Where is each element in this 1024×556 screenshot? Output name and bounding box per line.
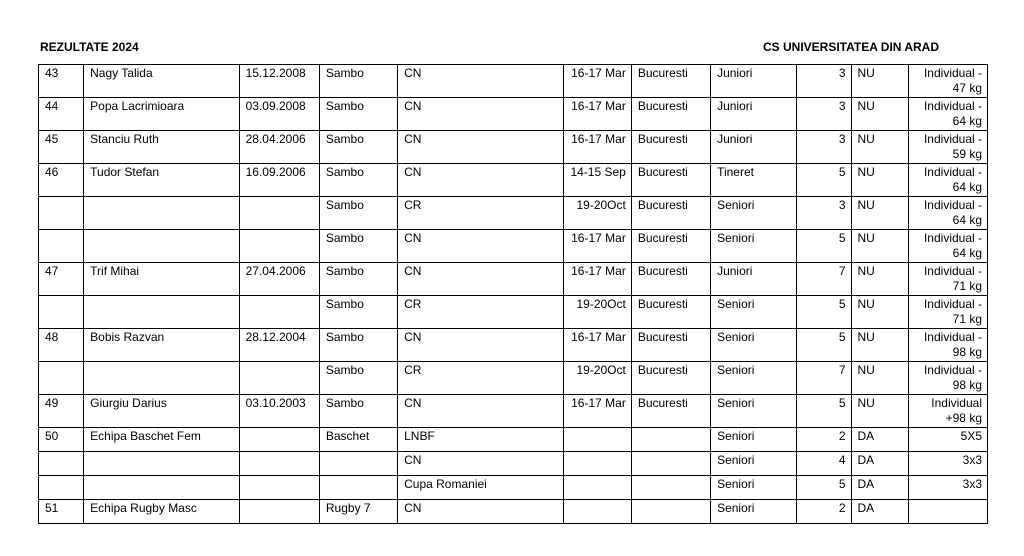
- cell-date: 16-17 Mar: [563, 329, 631, 362]
- cell-age-group: Juniori: [711, 65, 797, 98]
- cell-birthdate: 16.09.2006: [239, 164, 319, 197]
- cell-competition: Cupa Romaniei: [398, 476, 564, 500]
- cell-date: 16-17 Mar: [563, 65, 631, 98]
- table-row: [39, 452, 988, 476]
- cell-age-group: Seniori: [711, 428, 797, 452]
- cell-international: DA: [851, 476, 908, 500]
- cell-place: 7: [797, 362, 851, 395]
- cell-name: [84, 230, 239, 263]
- cell-birthdate: [239, 500, 319, 524]
- cell-category: Individual - 64 kg: [908, 230, 987, 263]
- cell-nr: [39, 452, 84, 476]
- cell-sport: [319, 476, 397, 500]
- cell-place: 4: [797, 452, 851, 476]
- cell-category: Individual - 47 kg: [908, 65, 987, 98]
- cell-place: 3: [797, 197, 851, 230]
- cell-name: [84, 476, 239, 500]
- cell-nr: 43: [39, 65, 84, 98]
- table-row: [39, 296, 988, 329]
- cell-age-group: Seniori: [711, 476, 797, 500]
- cell-category: Individual - 98 kg: [908, 329, 987, 362]
- cell-category: Individual - 64 kg: [908, 197, 987, 230]
- table-row: [39, 476, 988, 500]
- cell-international: NU: [851, 296, 908, 329]
- cell-sport: Sambo: [319, 296, 397, 329]
- cell-place: 5: [797, 230, 851, 263]
- results-table: [38, 64, 988, 524]
- cell-international: NU: [851, 230, 908, 263]
- cell-name: Nagy Talida: [84, 65, 239, 98]
- cell-name: Popa Lacrimioara: [84, 98, 239, 131]
- cell-nr: 46: [39, 164, 84, 197]
- cell-competition: CN: [398, 329, 564, 362]
- cell-date: 19-20Oct: [563, 362, 631, 395]
- cell-competition: CN: [398, 230, 564, 263]
- cell-birthdate: 28.12.2004: [239, 329, 319, 362]
- table-row: [39, 98, 988, 131]
- cell-date: 16-17 Mar: [563, 98, 631, 131]
- cell-name: Echipa Rugby Masc: [84, 500, 239, 524]
- cell-competition: CN: [398, 395, 564, 428]
- cell-age-group: Seniori: [711, 395, 797, 428]
- table-row: [39, 65, 988, 98]
- cell-city: Bucuresti: [631, 197, 710, 230]
- cell-birthdate: [239, 230, 319, 263]
- cell-nr: 45: [39, 131, 84, 164]
- cell-place: 7: [797, 263, 851, 296]
- table-row: [39, 263, 988, 296]
- table-row: [39, 428, 988, 452]
- cell-international: NU: [851, 263, 908, 296]
- cell-place: 3: [797, 65, 851, 98]
- cell-date: [563, 452, 631, 476]
- cell-competition: CN: [398, 98, 564, 131]
- cell-sport: Sambo: [319, 362, 397, 395]
- cell-city: Bucuresti: [631, 263, 710, 296]
- cell-name: Stanciu Ruth: [84, 131, 239, 164]
- cell-place: 2: [797, 428, 851, 452]
- cell-birthdate: [239, 296, 319, 329]
- cell-nr: 47: [39, 263, 84, 296]
- cell-birthdate: 03.10.2003: [239, 395, 319, 428]
- document-title: REZULTATE 2024: [40, 40, 139, 54]
- cell-date: 19-20Oct: [563, 296, 631, 329]
- cell-competition: CN: [398, 500, 564, 524]
- cell-nr: 49: [39, 395, 84, 428]
- cell-name: Tudor Stefan: [84, 164, 239, 197]
- cell-nr: 51: [39, 500, 84, 524]
- cell-competition: CN: [398, 131, 564, 164]
- cell-name: Bobis Razvan: [84, 329, 239, 362]
- cell-sport: Sambo: [319, 329, 397, 362]
- cell-place: 5: [797, 164, 851, 197]
- cell-category: Individual - 64 kg: [908, 98, 987, 131]
- cell-international: NU: [851, 395, 908, 428]
- cell-age-group: Juniori: [711, 98, 797, 131]
- cell-category: Individual - 98 kg: [908, 362, 987, 395]
- cell-name: Giurgiu Darius: [84, 395, 239, 428]
- cell-international: NU: [851, 197, 908, 230]
- cell-sport: Sambo: [319, 263, 397, 296]
- cell-age-group: Seniori: [711, 197, 797, 230]
- cell-place: 5: [797, 329, 851, 362]
- cell-age-group: Seniori: [711, 329, 797, 362]
- cell-place: 5: [797, 476, 851, 500]
- cell-name: Trif Mihai: [84, 263, 239, 296]
- table-row: [39, 197, 988, 230]
- cell-nr: [39, 362, 84, 395]
- cell-date: 16-17 Mar: [563, 131, 631, 164]
- cell-place: 5: [797, 395, 851, 428]
- cell-age-group: Seniori: [711, 230, 797, 263]
- cell-category: Individual - 71 kg: [908, 263, 987, 296]
- cell-category: 3x3: [908, 452, 987, 476]
- cell-date: [563, 476, 631, 500]
- cell-name: [84, 362, 239, 395]
- cell-international: NU: [851, 362, 908, 395]
- cell-age-group: Juniori: [711, 131, 797, 164]
- cell-category: 3x3: [908, 476, 987, 500]
- cell-competition: CR: [398, 362, 564, 395]
- cell-birthdate: [239, 452, 319, 476]
- table-row: [39, 500, 988, 524]
- cell-name: [84, 197, 239, 230]
- cell-city: [631, 476, 710, 500]
- cell-competition: CN: [398, 452, 564, 476]
- table-row: [39, 329, 988, 362]
- cell-city: Bucuresti: [631, 98, 710, 131]
- cell-date: [563, 428, 631, 452]
- cell-nr: 50: [39, 428, 84, 452]
- cell-place: 5: [797, 296, 851, 329]
- cell-category: 5X5: [908, 428, 987, 452]
- cell-nr: [39, 230, 84, 263]
- cell-sport: [319, 452, 397, 476]
- cell-city: Bucuresti: [631, 329, 710, 362]
- cell-city: Bucuresti: [631, 131, 710, 164]
- cell-age-group: Tineret: [711, 164, 797, 197]
- cell-city: Bucuresti: [631, 296, 710, 329]
- cell-category: Individual - 59 kg: [908, 131, 987, 164]
- cell-sport: Sambo: [319, 131, 397, 164]
- cell-competition: CN: [398, 263, 564, 296]
- cell-sport: Sambo: [319, 98, 397, 131]
- cell-place: 3: [797, 131, 851, 164]
- cell-category: Individual - 71 kg: [908, 296, 987, 329]
- cell-age-group: Seniori: [711, 500, 797, 524]
- cell-nr: [39, 296, 84, 329]
- cell-international: DA: [851, 500, 908, 524]
- cell-sport: Rugby 7: [319, 500, 397, 524]
- cell-sport: Sambo: [319, 197, 397, 230]
- cell-city: [631, 452, 710, 476]
- cell-city: Bucuresti: [631, 164, 710, 197]
- cell-sport: Sambo: [319, 395, 397, 428]
- cell-name: [84, 296, 239, 329]
- cell-international: NU: [851, 329, 908, 362]
- table-row: [39, 362, 988, 395]
- cell-sport: Sambo: [319, 164, 397, 197]
- table-row: [39, 164, 988, 197]
- cell-city: Bucuresti: [631, 230, 710, 263]
- cell-date: 14-15 Sep: [563, 164, 631, 197]
- cell-competition: LNBF: [398, 428, 564, 452]
- table-row: [39, 230, 988, 263]
- club-name: CS UNIVERSITATEA DIN ARAD: [763, 40, 940, 54]
- cell-competition: CN: [398, 164, 564, 197]
- cell-birthdate: [239, 362, 319, 395]
- cell-date: [563, 500, 631, 524]
- cell-date: 16-17 Mar: [563, 395, 631, 428]
- cell-age-group: Seniori: [711, 296, 797, 329]
- cell-international: NU: [851, 98, 908, 131]
- cell-city: Bucuresti: [631, 362, 710, 395]
- cell-international: NU: [851, 65, 908, 98]
- cell-international: DA: [851, 428, 908, 452]
- cell-international: NU: [851, 131, 908, 164]
- cell-nr: [39, 476, 84, 500]
- cell-sport: Sambo: [319, 65, 397, 98]
- cell-age-group: Seniori: [711, 452, 797, 476]
- table-row: [39, 395, 988, 428]
- cell-international: NU: [851, 164, 908, 197]
- cell-category: Individual - 64 kg: [908, 164, 987, 197]
- cell-date: 16-17 Mar: [563, 263, 631, 296]
- cell-birthdate: 27.04.2006: [239, 263, 319, 296]
- cell-nr: [39, 197, 84, 230]
- cell-competition: CR: [398, 296, 564, 329]
- cell-nr: 44: [39, 98, 84, 131]
- cell-age-group: Juniori: [711, 263, 797, 296]
- cell-city: [631, 428, 710, 452]
- cell-city: Bucuresti: [631, 65, 710, 98]
- cell-competition: CN: [398, 65, 564, 98]
- cell-place: 3: [797, 98, 851, 131]
- cell-birthdate: [239, 197, 319, 230]
- cell-date: 16-17 Mar: [563, 230, 631, 263]
- cell-name: [84, 452, 239, 476]
- table-row: [39, 131, 988, 164]
- cell-age-group: Seniori: [711, 362, 797, 395]
- cell-date: 19-20Oct: [563, 197, 631, 230]
- cell-place: 2: [797, 500, 851, 524]
- cell-international: DA: [851, 452, 908, 476]
- cell-sport: Baschet: [319, 428, 397, 452]
- cell-birthdate: 28.04.2006: [239, 131, 319, 164]
- cell-city: [631, 500, 710, 524]
- cell-birthdate: 03.09.2008: [239, 98, 319, 131]
- cell-competition: CR: [398, 197, 564, 230]
- cell-birthdate: [239, 476, 319, 500]
- cell-nr: 48: [39, 329, 84, 362]
- cell-city: Bucuresti: [631, 395, 710, 428]
- cell-sport: Sambo: [319, 230, 397, 263]
- cell-name: Echipa Baschet Fem: [84, 428, 239, 452]
- cell-category: Individual +98 kg: [908, 395, 987, 428]
- cell-category: [908, 500, 987, 524]
- cell-birthdate: 15.12.2008: [239, 65, 319, 98]
- cell-birthdate: [239, 428, 319, 452]
